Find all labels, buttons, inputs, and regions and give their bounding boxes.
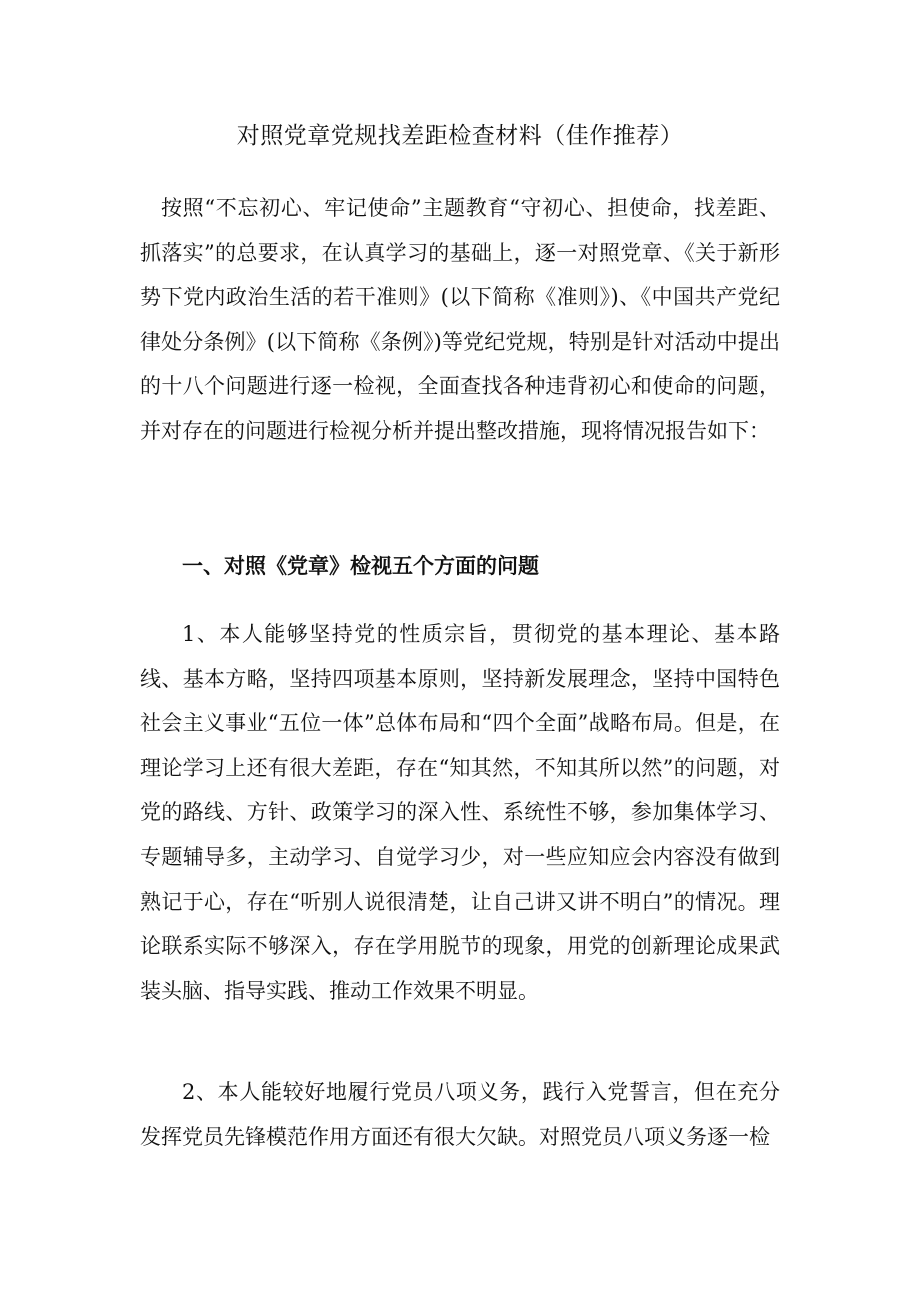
document-title: 对照党章党规找差距检查材料（佳作推荐） <box>236 123 684 149</box>
paragraph-1: 1、本人能够坚持党的性质宗旨，贯彻党的基本理论、基本路线、基本方略，坚持四项基本原则，坚持新发展理念，坚持中国特色社会主义事业“五位一体”总体布局和“四个全面”战略布局。但是，在理论学习上还有很大差距，存在“知其然，不知其所以然”的问题，对党的路线、方针、政策学习的深入性、系统性不够，参加集体学习、专题辅导多，主动学习、自觉学习少，对一些应知应会内容没有做到熟记于心，存在“听别人说很清楚，让自己讲又讲不明白”的情况。理论联系实际不够深入，存在学用脱节的现象，用党的创新理论成果武装头脑、指导实践、推动工作效果不明显。 <box>140 622 780 1003</box>
paragraph-2: 2、本人能较好地履行党员八项义务，践行入党誓言，但在充分发挥党员先锋模范作用方面还有很大欠缺。对照党员八项义务逐一检 <box>140 1080 780 1149</box>
intro-paragraph: 按照“不忘初心、牢记使命”主题教育“守初心、担使命，找差距、抓落实”的总要求，在认真学习的基础上，逐一对照党章、《关于新形势下党内政治生活的若干准则》(以下简称《准则》)、《中国共产党纪律处分条例》(以下简称《条例》)等党纪党规，特别是针对活动中提出的十八个问题进行逐一检视，全面查找各种违背初心和使命的问题，并对存在的问题进行检视分析并提出整改措施，现将情况报告如下： <box>140 196 780 443</box>
section-heading: 一、对照《党章》检视五个方面的问题 <box>182 553 539 578</box>
